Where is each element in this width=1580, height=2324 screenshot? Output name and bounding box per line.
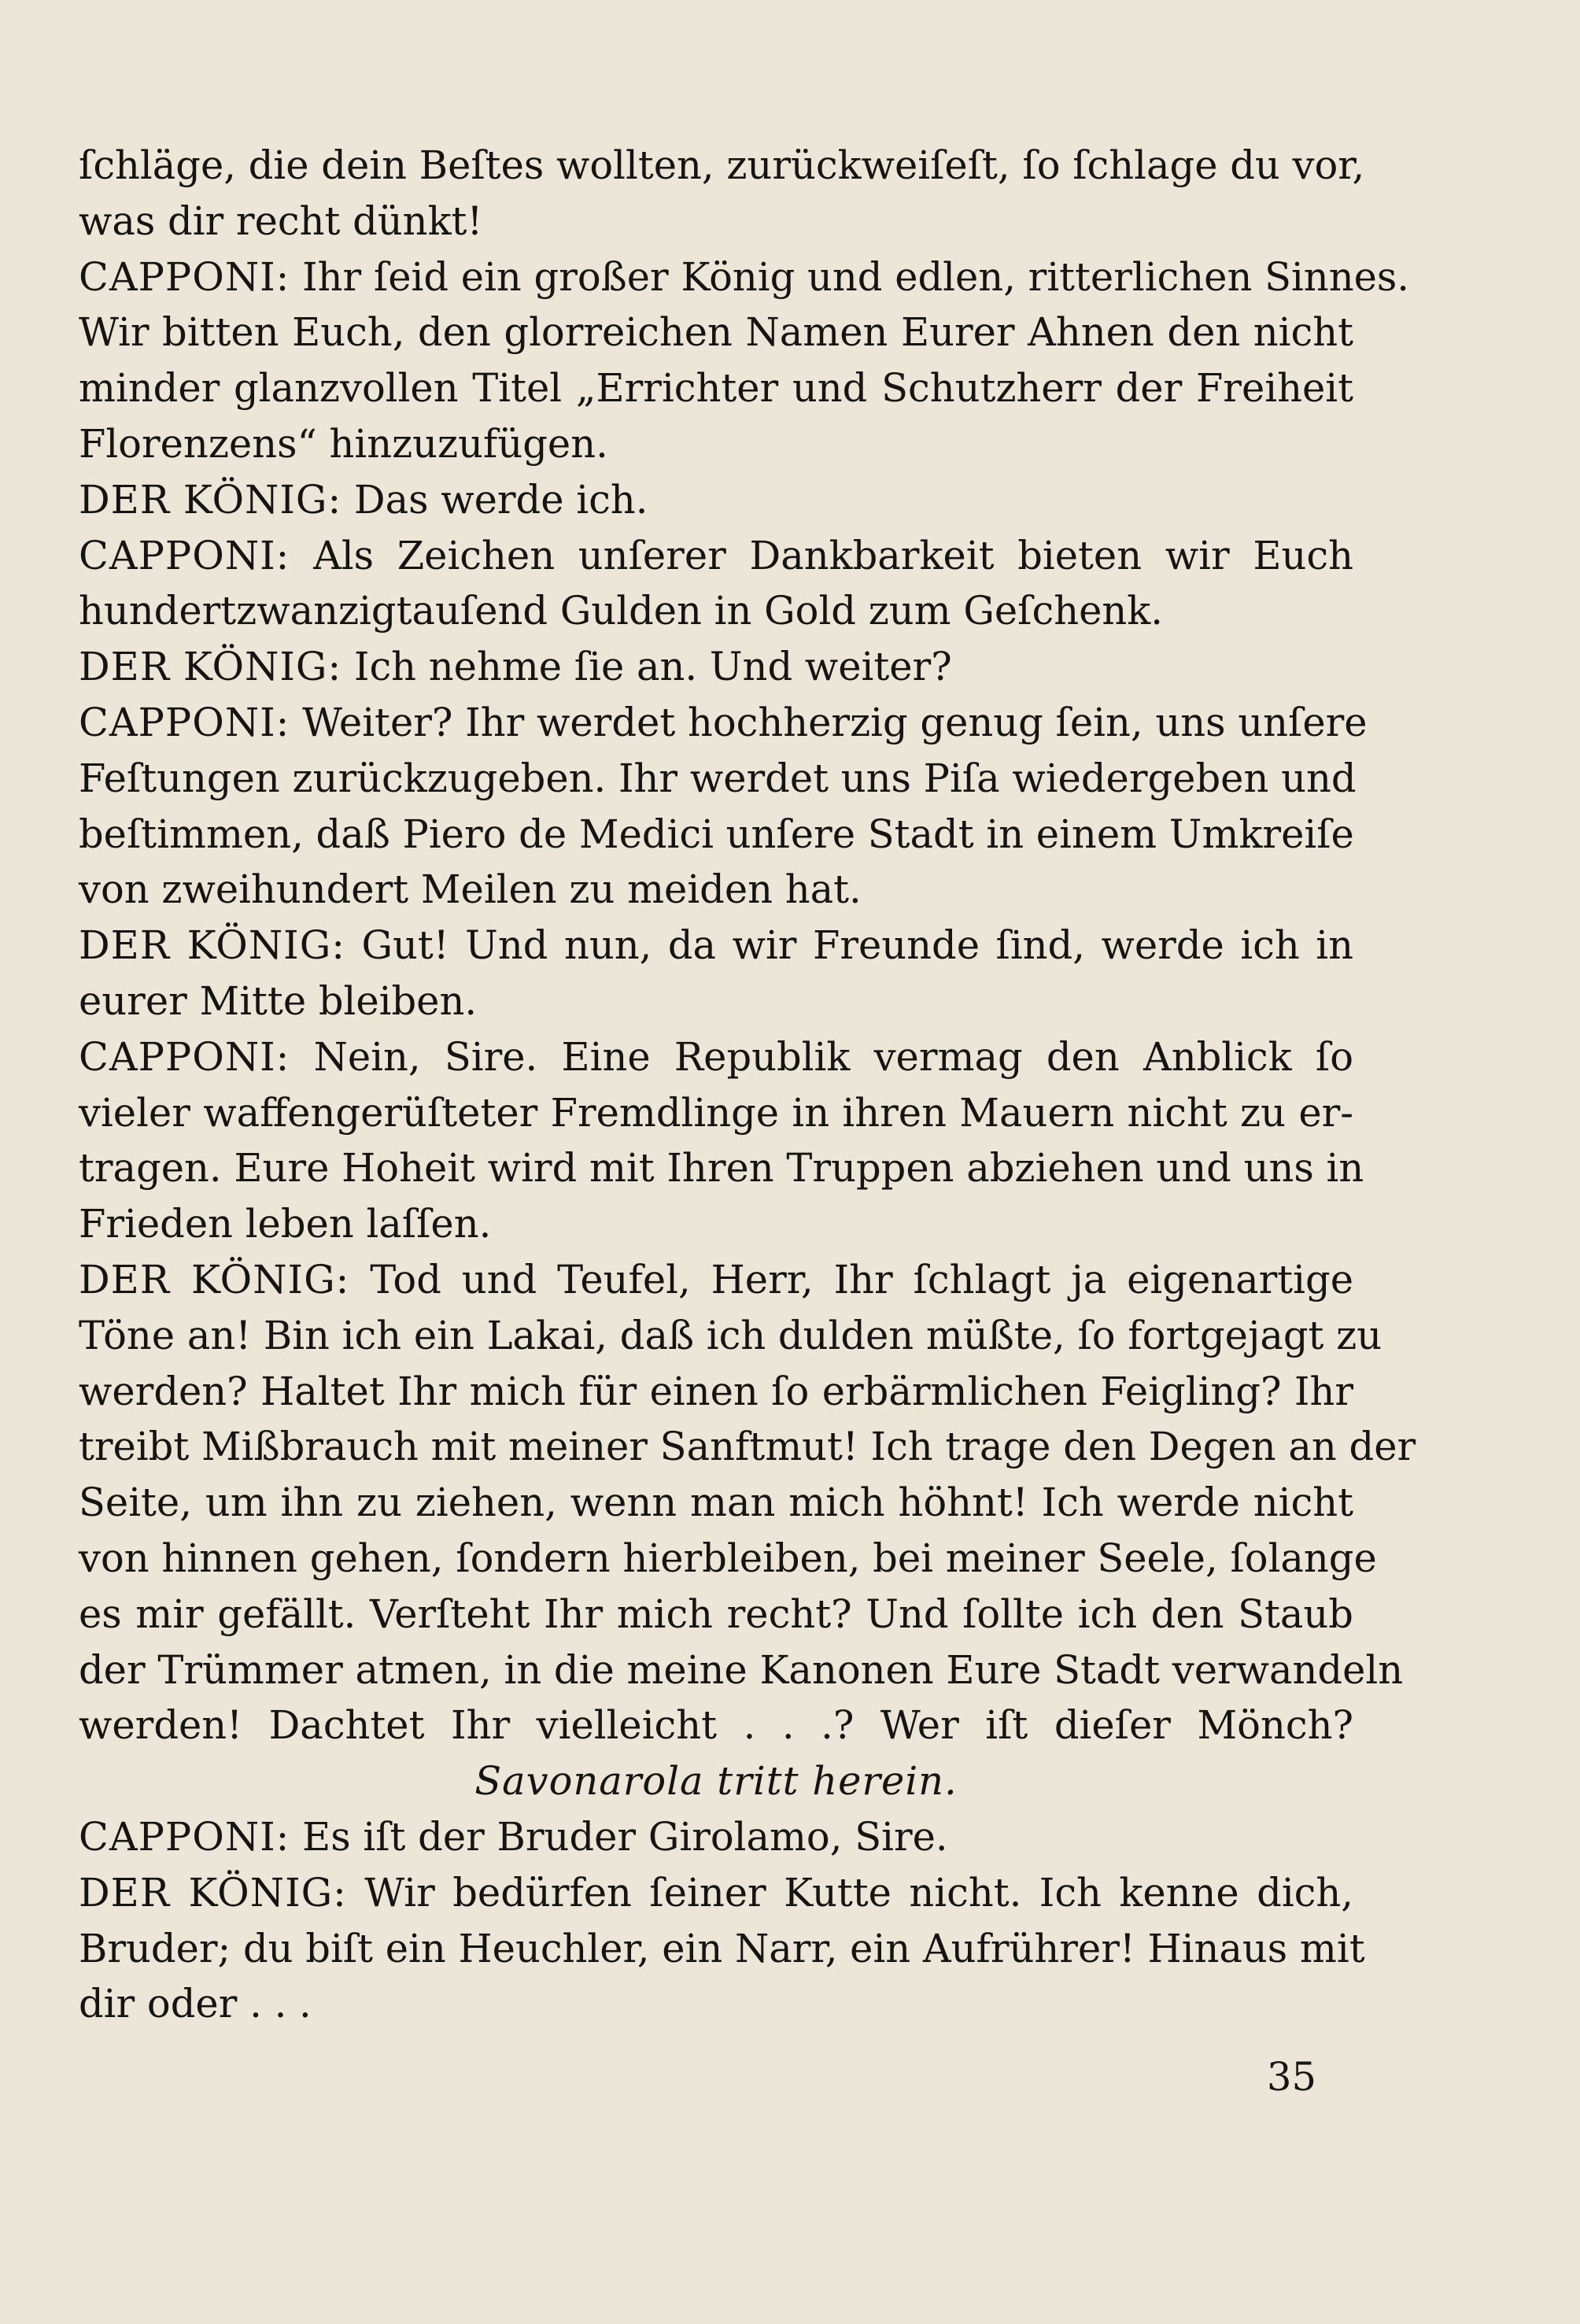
line-text: Weiter? Ihr werdet hochherzig genug ſein, uns unſere: [290, 699, 1368, 745]
line-text: Gut! Und nun, da wir Freunde ſind, werde ich in: [345, 922, 1353, 969]
line-text: Das werde ich.: [341, 476, 648, 523]
text-line: [79, 194, 1353, 249]
text-line: [79, 472, 1353, 528]
speaker-name: DER KÖNIG:: [79, 1256, 350, 1302]
speaker-name: CAPPONI:: [79, 1813, 290, 1860]
speaker-name: DER KÖNIG:: [79, 476, 342, 523]
line-text: Frieden leben laſſen.: [79, 1201, 492, 1247]
line-text: Ich nehme ſie an. Und weiter?: [341, 644, 952, 690]
text-line: [79, 751, 1357, 807]
text-line: [79, 305, 1353, 360]
line-text: es mir gefällt. Verſteht Ihr mich recht? Und ſollte ich den Staub: [79, 1591, 1353, 1637]
line-text: was dir recht dünkt!: [79, 198, 483, 244]
line-text: tragen. Eure Hoheit wird mit Ihren Truppen abziehen und uns in: [79, 1145, 1364, 1192]
stage-direction: [79, 1753, 1353, 1809]
text-line: [79, 974, 1353, 1029]
line-text: Nein, Sire. Eine Republik vermag den Anblick ſo: [290, 1033, 1353, 1080]
text-line: [79, 1085, 1353, 1141]
speaker-name: DER KÖNIG:: [79, 644, 342, 690]
text-line: [79, 1531, 1377, 1587]
line-text: Tod und Teufel, Herr, Ihr ſchlagt ja eigenartige: [349, 1256, 1353, 1302]
text-line: [79, 249, 1410, 305]
text-line: [79, 695, 1368, 751]
text-line: [79, 1976, 1353, 2032]
text-line: [79, 1308, 1382, 1364]
speaker-name: CAPPONI:: [79, 253, 290, 300]
line-text: Töne an! Bin ich ein Lakai, daß ich dulden müßte, ſo fortgejagt zu: [79, 1312, 1382, 1358]
line-text: Bruder; du biſt ein Heuchler, ein Narr, ein Aufrührer! Hinaus mit: [79, 1925, 1365, 1971]
text-line: [79, 138, 1365, 194]
line-text: beſtimmen, daß Piero de Medici unſere Stadt in einem Umkreiſe: [79, 811, 1354, 857]
line-text: vieler waffengerüſteter Fremdlinge in ihren Mauern nicht zu er-: [79, 1089, 1353, 1136]
speaker-name: CAPPONI:: [79, 532, 290, 578]
page-number: 35: [1267, 2054, 1316, 2100]
text-line: [79, 528, 1353, 584]
line-text: von hinnen gehen, ſondern hierbleiben, bei meiner Seele, ſolange: [79, 1535, 1377, 1581]
line-text: werden? Haltet Ihr mich für einen ſo erbärmlichen Feigling? Ihr: [79, 1368, 1353, 1414]
line-text: Es iſt der Bruder Girolamo, Sire.: [290, 1813, 948, 1860]
text-line: [79, 862, 1353, 918]
line-text: ſchläge, die dein Beſtes wollten, zurückweiſeſt, ſo ſchlage du vor,: [79, 142, 1365, 188]
text-line: [79, 1809, 1353, 1865]
text-line: [79, 1140, 1364, 1196]
text-line: [79, 1196, 1353, 1252]
line-text: eurer Mitte bleiben.: [79, 977, 478, 1024]
speaker-name: DER KÖNIG:: [79, 1869, 347, 1916]
line-text: Seite, um ihn zu ziehen, wenn man mich höhnt! Ich werde nicht: [79, 1480, 1353, 1526]
body-text: [79, 138, 1416, 2032]
line-text: Als Zeichen unſerer Dankbarkeit bieten wir Euch: [290, 532, 1353, 578]
text-line: [79, 583, 1353, 639]
text-line: [79, 1865, 1353, 1921]
line-text: werden! Dachtet Ihr vielleicht . . .? Wer iſt dieſer Mönch?: [79, 1702, 1353, 1749]
text-line: [79, 1587, 1353, 1642]
speaker-name: DER KÖNIG:: [79, 922, 345, 969]
line-text: treibt Mißbrauch mit meiner Sanftmut! Ich trage den Degen an der: [79, 1424, 1416, 1470]
text-line: [79, 918, 1353, 974]
text-line: [79, 1419, 1416, 1475]
line-text: hundertzwanzigtauſend Gulden in Gold zum Geſchenk.: [79, 588, 1163, 634]
text-line: [79, 1475, 1353, 1531]
line-text: minder glanzvollen Titel „Errichter und Schutzherr der Freiheit: [79, 365, 1353, 412]
text-line: [79, 1698, 1353, 1753]
line-text: Savonarola tritt herein.: [474, 1758, 958, 1805]
text-line: [79, 1364, 1353, 1420]
line-text: der Trümmer atmen, in die meine Kanonen Eure Stadt verwandeln: [79, 1646, 1404, 1693]
line-text: Wir bedürfen ſeiner Kutte nicht. Ich kenne dich,: [346, 1869, 1353, 1916]
text-line: [79, 1029, 1353, 1085]
text-line: [79, 416, 1353, 472]
text-line: [79, 1642, 1404, 1698]
text-line: [79, 807, 1353, 863]
line-text: Ihr ſeid ein großer König und edlen, ritterlichen Sinnes.: [290, 253, 1410, 300]
text-line: [79, 1921, 1365, 1977]
line-text: dir oder . . .: [79, 1981, 312, 2027]
line-text: Wir bitten Euch, den glorreichen Namen Eurer Ahnen den nicht: [79, 309, 1353, 356]
line-text: Florenzens“ hinzuzufügen.: [79, 420, 608, 467]
text-line: [79, 360, 1353, 416]
line-text: Feſtungen zurückzugeben. Ihr werdet uns Piſa wiedergeben und: [79, 755, 1357, 801]
text-line: [79, 639, 1353, 695]
speaker-name: CAPPONI:: [79, 1033, 290, 1080]
text-line: [79, 1252, 1353, 1308]
line-text: von zweihundert Meilen zu meiden hat.: [79, 866, 862, 913]
speaker-name: CAPPONI:: [79, 699, 290, 745]
